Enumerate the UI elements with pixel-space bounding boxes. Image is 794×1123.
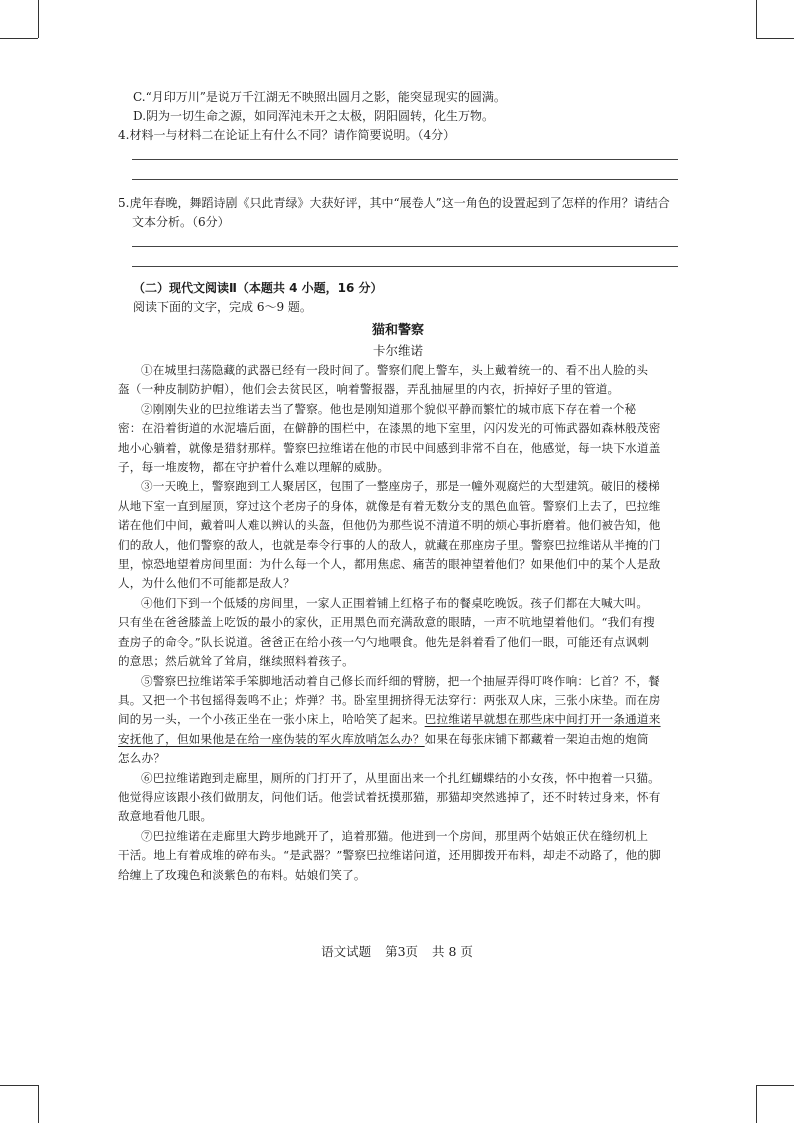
paragraph-line-underlined: 安抚他了，但如果他是在给一座伪装的军火库放哨怎么办？如果在每张床铺下都藏着一架迫击炮的炮筒 <box>118 731 649 746</box>
paragraph-line-underlined: 间的另一头，一个小孩正坐在一张小床上，哈哈笑了起来。巴拉维诺早就想在那些床中间打开一条通道来 <box>118 712 661 727</box>
section-heading: （二）现代文阅读Ⅱ（本题共 4 小题，16 分） <box>133 281 383 295</box>
paragraph-line: 诺在他们中间，戴着叫人难以辨认的头盔，但他仍为那些说不清道不明的烦心事折磨着。他们被告知，他 <box>118 518 661 533</box>
story-paragraph-1 <box>118 361 678 400</box>
paragraph-line: ⑥巴拉维诺跑到走廊里，厕所的门打开了，从里面出来一个扎红蝴蝶结的小女孩，怀中抱着一只猫。 <box>141 770 660 785</box>
paragraph-line: 查房子的命令。”队长说道。爸爸正在给小孩一勺勺地喂食。他先是斜着看了他们一眼，可能还有点讽刺 <box>118 634 650 649</box>
crop-mark-bottom-left-h <box>0 1085 38 1086</box>
paragraph-line: 们的敌人，他们警察的敌人，也就是奉令行事的人的敌人，就藏在那座房子里。警察巴拉维诺从半掩的门 <box>118 537 661 552</box>
crop-mark-top-left <box>38 0 39 38</box>
crop-mark-bottom-right <box>756 1085 757 1123</box>
exam-page <box>118 88 678 885</box>
story-paragraph-6 <box>118 769 678 827</box>
paragraph-line: 干活。地上有着成堆的碎布头。“是武器？”警察巴拉维诺问道，还用脚拨开布料，却走不动路了，他的脚 <box>118 848 661 863</box>
footer-page-number: 第3页 <box>385 944 419 959</box>
crop-mark-top-right-h <box>756 38 794 39</box>
question-5-line2: 文本分析。（6分） <box>132 215 230 229</box>
option-d: D.阴为一切生命之源，如同浑沌未开之太极，阴阳圆转，化生万物。 <box>133 109 495 123</box>
paragraph-line: 怎么办？ <box>118 751 166 766</box>
paragraph-line: 给缠上了玫瑰色和淡紫色的布料。姑娘们笑了。 <box>118 867 366 882</box>
paragraph-line: ①在城里扫荡隐藏的武器已经有一段时间了。警察们爬上警车，头上戴着统一的、看不出人脸的头 <box>141 363 649 377</box>
story-title: 猫和警察 <box>371 323 424 338</box>
crop-mark-top-left-h <box>0 38 38 39</box>
story-paragraph-7 <box>118 827 678 885</box>
paragraph-line: 只有坐在爸爸膝盖上吃饭的最小的家伙，正用黑色而充满敌意的眼睛，一声不吭地望着他们。“我们有搜 <box>118 615 655 630</box>
question-5-line1: 5.虎年春晚，舞蹈诗剧《只此青绿》大获好评，其中“展卷人”这一角色的设置起到了怎样的作用？请结合 <box>118 196 670 210</box>
paragraph-line: 子，每一堆废物，都在守护着什么难以理解的威胁。 <box>118 460 390 475</box>
paragraph-line: 密：在沿着街道的水泥墙后面，在僻静的围栏中，在漆黑的地下室里，闪闪发光的可怖武器如森林般茂密 <box>118 421 661 436</box>
footer-total-pages: 共 8 页 <box>432 944 473 959</box>
paragraph-line: 他觉得应该跟小孩们做朋友，问他们话。他尝试着抚摸那猫，那猫却突然逃掉了，还不时转过身来，怀有 <box>118 789 661 804</box>
underlined-sentence: 巴拉维诺早就想在那些床中间打开一条通道来 <box>424 712 661 727</box>
page-footer <box>0 942 794 960</box>
paragraph-line: 里，惊恐地望着房间里面：为什么每一个人，都用焦虑、痛苦的眼神望着他们？如果他们中的某个人是敌 <box>118 557 661 572</box>
paragraph-line: ②刚刚失业的巴拉维诺去当了警察。他也是刚知道那个貌似平静而繁忙的城市底下存在着一个秘 <box>141 401 637 416</box>
crop-mark-bottom-left <box>38 1085 39 1123</box>
paragraph-line: 盔（一种皮制防护帽），他们会去贫民区，响着警报器，弄乱抽屉里的内衣，折掉好子里的管道。 <box>118 382 620 397</box>
paragraph-line: ③一天晚上，警察跑到工人聚居区，包围了一整座房子，那是一幢外观腐烂的大型建筑。破旧的楼梯 <box>141 479 660 494</box>
story-paragraph-3 <box>118 477 678 593</box>
paragraph-line: 敌意地看他几眼。 <box>118 809 213 824</box>
story-paragraph-4 <box>118 594 678 672</box>
paragraph-line: ④他们下到一个低矮的房间里，一家人正围着铺上红格子布的餐桌吃晚饭。孩子们都在大喊大叫。 <box>141 595 649 610</box>
underlined-sentence: 安抚他了，但如果他是在给一座伪装的军火库放哨怎么办？ <box>118 731 425 746</box>
crop-mark-bottom-right-h <box>756 1085 794 1086</box>
crop-mark-top-right <box>756 0 757 38</box>
paragraph-line: ⑦巴拉维诺在走廊里大跨步地跳开了，追着那猫。他进到一个房间，那里两个姑娘正伏在缝纫机上 <box>141 828 649 843</box>
option-c: C.“月印万川”是说万千江湖无不映照出圆月之影，能突显现实的圆满。 <box>133 90 506 104</box>
footer-subject: 语文试题 <box>321 944 372 959</box>
paragraph-line: 地小心躺着，就像是猎豺那样。警察巴拉维诺在他的市民中间感到非常不自在，他感觉，每一块下水道盖 <box>118 440 661 455</box>
story-paragraph-5 <box>118 672 678 769</box>
paragraph-line: 的意思；然后就耸了耸肩，继续照料着孩子。 <box>118 654 354 669</box>
story-paragraph-2 <box>118 400 678 478</box>
paragraph-line: 从地下室一直到屋顶，穿过这个老房子的身体，就像是有着无数分支的黑色血管。警察们上去了，巴拉维 <box>118 498 661 513</box>
paragraph-line: 人，为什么他们不可能都是敌人？ <box>118 576 295 591</box>
paragraph-line: ⑤警察巴拉维诺笨手笨脚地活动着自己修长而纤细的臂膀，把一个抽屉弄得叮咚作响：匕首？不，餐 <box>141 673 660 688</box>
story-author: 卡尔维诺 <box>372 343 423 358</box>
question-4: 4.材料一与材料二在论证上有什么不同？请作简要说明。（4分） <box>118 128 456 142</box>
section-intro: 阅读下面的文字，完成 6～9 题。 <box>133 300 312 314</box>
paragraph-line: 具。又把一个书包摇得轰鸣不止；炸弹？书。卧室里拥挤得无法穿行：两张双人床，三张小床垫。而在房 <box>118 692 661 707</box>
